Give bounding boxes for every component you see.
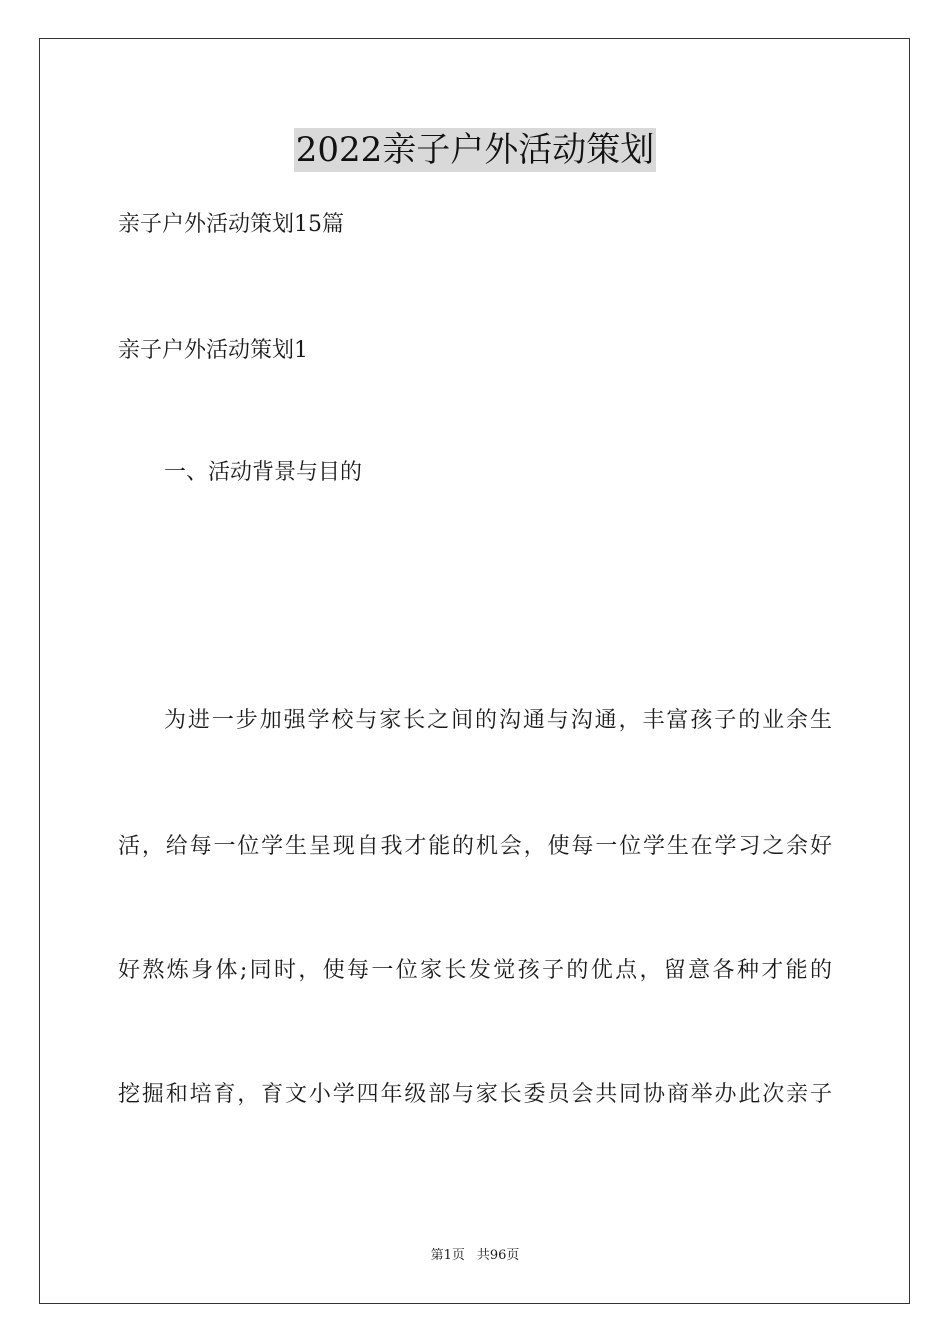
paragraph-line: 活，给每一位学生呈现自我才能的机会，使每一位学生在学习之余好	[118, 834, 832, 859]
paragraph-line: 好熬炼身体;同时，使每一位家长发觉孩子的优点，留意各种才能的	[118, 958, 832, 983]
paragraph-line: 为进一步加强学校与家长之间的沟通与沟通，丰富孩子的业余生	[164, 708, 832, 733]
page-footer	[0, 1247, 950, 1265]
subsection-heading: 一、活动背景与目的	[164, 460, 363, 485]
paragraph-line: 挖掘和培育，育文小学四年级部与家长委员会共同协商举办此次亲子	[118, 1082, 832, 1107]
document-title: 2022亲子户外活动策划	[295, 130, 655, 170]
title-container	[0, 128, 950, 172]
document-subtitle: 亲子户外活动策划15篇	[118, 212, 344, 237]
page-total: 共96页	[476, 1248, 520, 1263]
section-heading: 亲子户外活动策划1	[118, 338, 308, 363]
page-number: 第1页	[430, 1248, 465, 1263]
